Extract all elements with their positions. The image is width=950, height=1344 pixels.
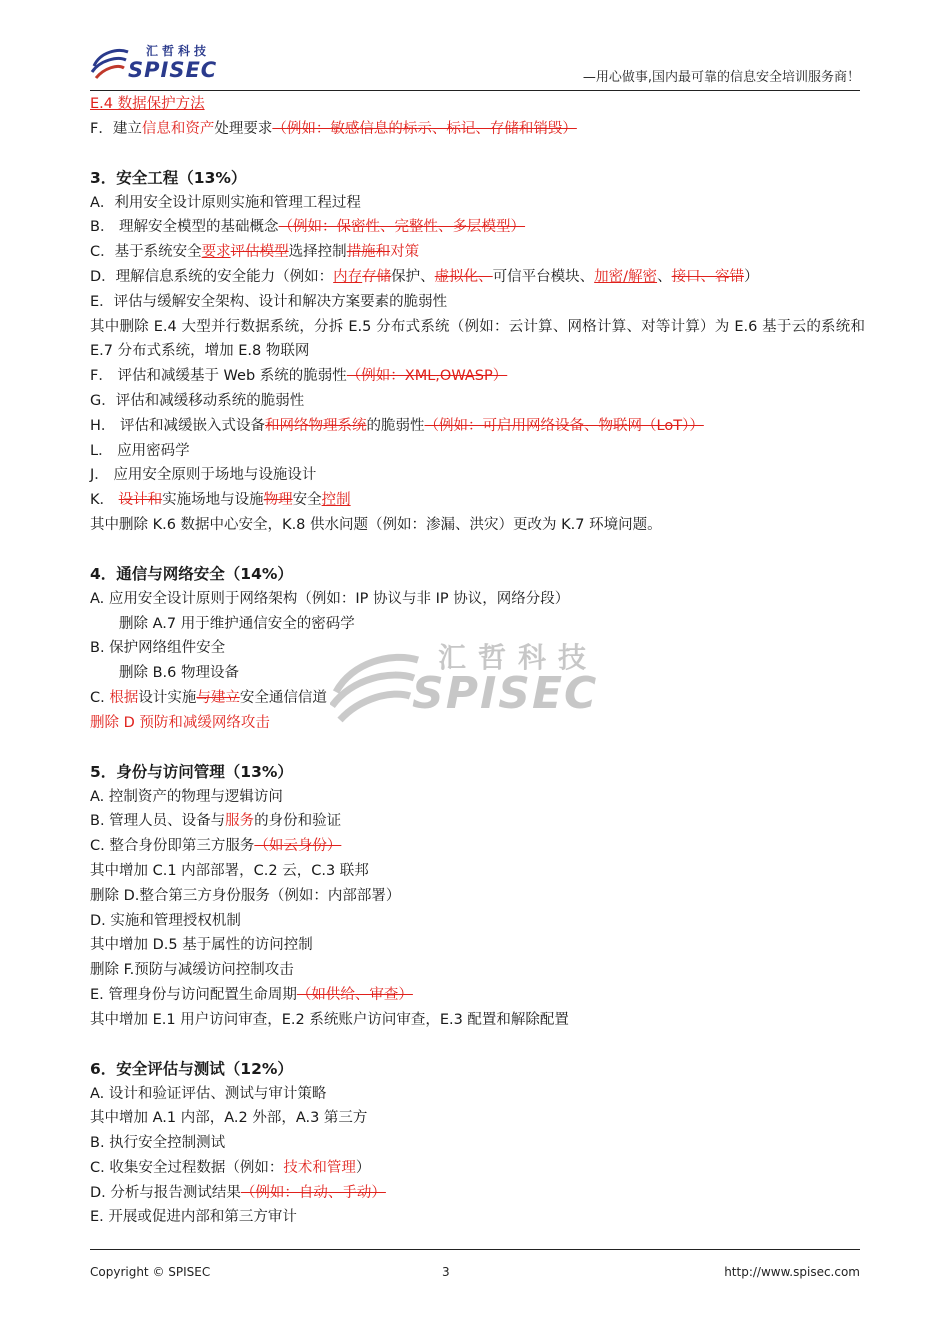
text-segment: A. 设计和验证评估、测试与审计策略 xyxy=(90,1085,327,1102)
text-segment: 删除 D.整合第三方身份服务（例如：内部部署） xyxy=(90,887,401,904)
text-line xyxy=(90,612,865,637)
revised-text: 加密/解密 xyxy=(594,268,658,285)
text-segment: 其中增加 D.5 基于属性的访问控制 xyxy=(90,937,313,954)
text-segment: E．评估与缓解安全架构、设计和解决方案要素的脆弱性 xyxy=(90,293,448,310)
text-segment: 其中增加 A.1 内部，A.2 外部，A.3 第三方 xyxy=(90,1110,368,1127)
text-segment: A．利用安全设计原则实施和管理工程过程 xyxy=(90,194,361,211)
revised-text: 根据 xyxy=(109,689,139,706)
text-segment: 的脆弱性 xyxy=(366,417,425,434)
deleted-text: 与建立 xyxy=(196,689,240,706)
text-line xyxy=(90,414,865,439)
text-segment: F．建立 xyxy=(90,120,142,137)
text-line xyxy=(90,364,865,389)
text-segment: D．理解信息系统的安全能力（例如： xyxy=(90,268,334,285)
logo-swirl-icon xyxy=(90,42,130,82)
logo-english-text: SPISEC xyxy=(128,58,218,82)
revised-text: 要求 xyxy=(201,244,231,261)
text-segment: 其中增加 C.1 内部部署，C.2 云，C.3 联邦 xyxy=(90,862,369,879)
text-segment: A. 控制资产的物理与逻辑访问 xyxy=(90,788,283,805)
deleted-text: 接口、容错 xyxy=(671,268,745,285)
text-segment: L． 应用密码学 xyxy=(90,442,190,459)
text-segment: 实施场地与设施 xyxy=(162,492,264,509)
revised-text: 内存 xyxy=(333,268,363,285)
text-line xyxy=(90,1131,865,1156)
text-line xyxy=(90,1082,865,1107)
text-segment: B. 管理人员、设备与 xyxy=(90,813,226,830)
deleted-text: （例如：可启用网络设备、物联网（LoT）） xyxy=(424,417,704,434)
text-segment: C. 收集安全过程数据（例如： xyxy=(90,1159,284,1176)
text-line xyxy=(90,859,865,884)
text-line xyxy=(90,909,865,934)
header-divider xyxy=(90,90,860,91)
text-segment: C. 整合身份即第三方服务 xyxy=(90,838,255,855)
text-segment: E. 开展或促进内部和第三方审计 xyxy=(90,1209,297,1226)
text-line xyxy=(90,1106,865,1131)
text-segment: D. 分析与报告测试结果 xyxy=(90,1184,241,1201)
header-tagline: —用心做事,国内最可靠的信息安全培训服务商！ xyxy=(582,70,860,85)
text-segment: 删除 F.预防与减缓访问控制攻击 xyxy=(90,962,294,979)
text-segment: B． 理解安全模型的基础概念 xyxy=(90,219,279,236)
text-line xyxy=(90,636,865,661)
text-segment: 删除 B.6 物理设备 xyxy=(119,665,239,682)
text-line xyxy=(90,240,865,265)
revised-text: E.4 数据保护方法 xyxy=(90,96,205,112)
text-segment: E. 管理身份与访问配置生命周期 xyxy=(90,986,297,1003)
text-line xyxy=(90,513,865,538)
text-line xyxy=(90,290,865,315)
text-line xyxy=(90,463,865,488)
deleted-text: 和网络物理系统 xyxy=(265,417,367,434)
section-heading xyxy=(90,166,865,191)
revised-text: 信息和资产 xyxy=(141,120,215,137)
logo-chinese-text: 汇哲科技 xyxy=(146,44,211,58)
text-segment: 保护、 xyxy=(391,268,435,285)
text-line xyxy=(90,191,865,216)
text-line xyxy=(90,265,865,290)
text-segment: 处理要求 xyxy=(214,120,273,137)
text-line xyxy=(90,488,865,513)
text-segment: 4．通信与网络安全（14%） xyxy=(90,564,293,583)
section-heading xyxy=(90,760,865,785)
footer-url[interactable]: http://www.spisec.com xyxy=(724,1265,860,1279)
deleted-text: （如云身份） xyxy=(254,838,342,855)
text-line xyxy=(90,809,865,834)
text-line xyxy=(90,983,865,1008)
revised-text: 服务 xyxy=(225,813,255,830)
text-line xyxy=(90,1205,865,1230)
deleted-text: （例如：敏感信息的标示、标记、存储和销毁） xyxy=(272,120,577,137)
revised-text: 技术和管理 xyxy=(283,1159,356,1176)
footer-page-number: 3 xyxy=(442,1265,450,1279)
text-line xyxy=(90,1156,865,1181)
section-heading xyxy=(90,562,865,587)
text-segment: 其中删除 K.6 数据中心安全，K.8 供水问题（例如：渗漏、洪灾）更改为 K.7 环境问题。 xyxy=(90,516,662,533)
text-segment: 其中删除 E.4 大型并行数据系统，分拆 E.5 分布式系统（例如：云计算、网格计算、对等计算）为 E.6 基于云的系统和 E.7 分布式系统，增加 E.8 物联网 xyxy=(90,318,865,360)
deleted-text: 物理 xyxy=(263,492,293,509)
text-segment: ） xyxy=(355,1159,371,1176)
deleted-text: （例如：自动、手动） xyxy=(240,1184,386,1201)
text-segment: K． xyxy=(90,492,119,509)
deleted-text: （例如：保密性、完整性、多层模型） xyxy=(278,219,526,236)
document-body xyxy=(90,92,865,1230)
text-line xyxy=(90,315,865,365)
text-segment: 5．身份与访问管理（13%） xyxy=(90,762,293,781)
text-segment: F． 评估和减缓基于 Web 系统的脆弱性 xyxy=(90,368,347,385)
text-line xyxy=(90,884,865,909)
revised-text: 控制 xyxy=(321,492,351,509)
text-line xyxy=(90,92,865,117)
text-segment: C．基于系统安全 xyxy=(90,244,202,261)
footer-divider xyxy=(90,1249,860,1250)
revised-text: 对策 xyxy=(390,244,420,261)
deleted-text: 设计和 xyxy=(118,492,163,509)
text-line xyxy=(90,117,865,142)
text-segment: ） xyxy=(744,268,759,285)
text-segment: 、 xyxy=(657,268,672,285)
text-segment: J． 应用安全原则于场地与设施设计 xyxy=(90,467,317,484)
footer-copyright: Copyright © SPISEC xyxy=(90,1265,211,1279)
text-segment: 安全 xyxy=(292,492,322,509)
text-line xyxy=(90,215,865,240)
text-segment: H． 评估和减缓嵌入式设备 xyxy=(90,417,266,434)
text-segment: 6．安全评估与测试（12%） xyxy=(90,1059,293,1078)
text-segment: 安全通信信道 xyxy=(239,689,327,706)
text-line xyxy=(90,389,865,414)
deleted-text: 存储 xyxy=(362,268,392,285)
text-line xyxy=(90,439,865,464)
text-segment: 3．安全工程（13%） xyxy=(90,168,247,187)
text-line xyxy=(90,785,865,810)
deleted-text: （例如：XML,OWASP） xyxy=(346,368,508,385)
deleted-text: （如供给、审查） xyxy=(296,986,413,1003)
spisec-logo xyxy=(90,38,230,84)
watermark-chinese-text: 汇哲科技 xyxy=(438,641,599,674)
text-line xyxy=(90,686,865,711)
text-line xyxy=(90,834,865,859)
section-heading xyxy=(90,1057,865,1082)
deleted-text: 虚拟化、 xyxy=(434,268,493,285)
text-line xyxy=(90,933,865,958)
text-segment: 设计实施 xyxy=(138,689,197,706)
deleted-text: 评估模型 xyxy=(230,244,289,261)
text-segment: A. 应用安全设计原则于网络架构（例如：IP 协议与非 IP 协议，网络分段） xyxy=(90,590,570,607)
text-segment: 其中增加 E.1 用户访问审查，E.2 系统账户访问审查，E.3 配置和解除配置 xyxy=(90,1011,569,1028)
watermark-english-text: SPISEC xyxy=(412,668,599,719)
text-segment: C. xyxy=(90,689,110,706)
text-line xyxy=(90,661,865,686)
text-line xyxy=(90,1008,865,1033)
deleted-text: 措施和 xyxy=(346,244,391,261)
text-segment: G．评估和减缓移动系统的脆弱性 xyxy=(90,392,305,409)
text-segment: D. 实施和管理授权机制 xyxy=(90,912,241,929)
text-segment: B. 保护网络组件安全 xyxy=(90,640,226,657)
revised-text: 删除 D 预防和减缓网络攻击 xyxy=(90,714,270,731)
text-line xyxy=(90,711,865,736)
page-header xyxy=(90,30,860,90)
text-segment: B. 执行安全控制测试 xyxy=(90,1135,226,1152)
text-segment: 选择控制 xyxy=(288,244,347,261)
text-line xyxy=(90,1181,865,1206)
text-line xyxy=(90,958,865,983)
text-segment: 可信平台模块、 xyxy=(492,268,595,285)
text-segment: 的身份和验证 xyxy=(254,813,342,830)
text-line xyxy=(90,587,865,612)
text-segment: 删除 A.7 用于维护通信安全的密码学 xyxy=(119,615,355,632)
